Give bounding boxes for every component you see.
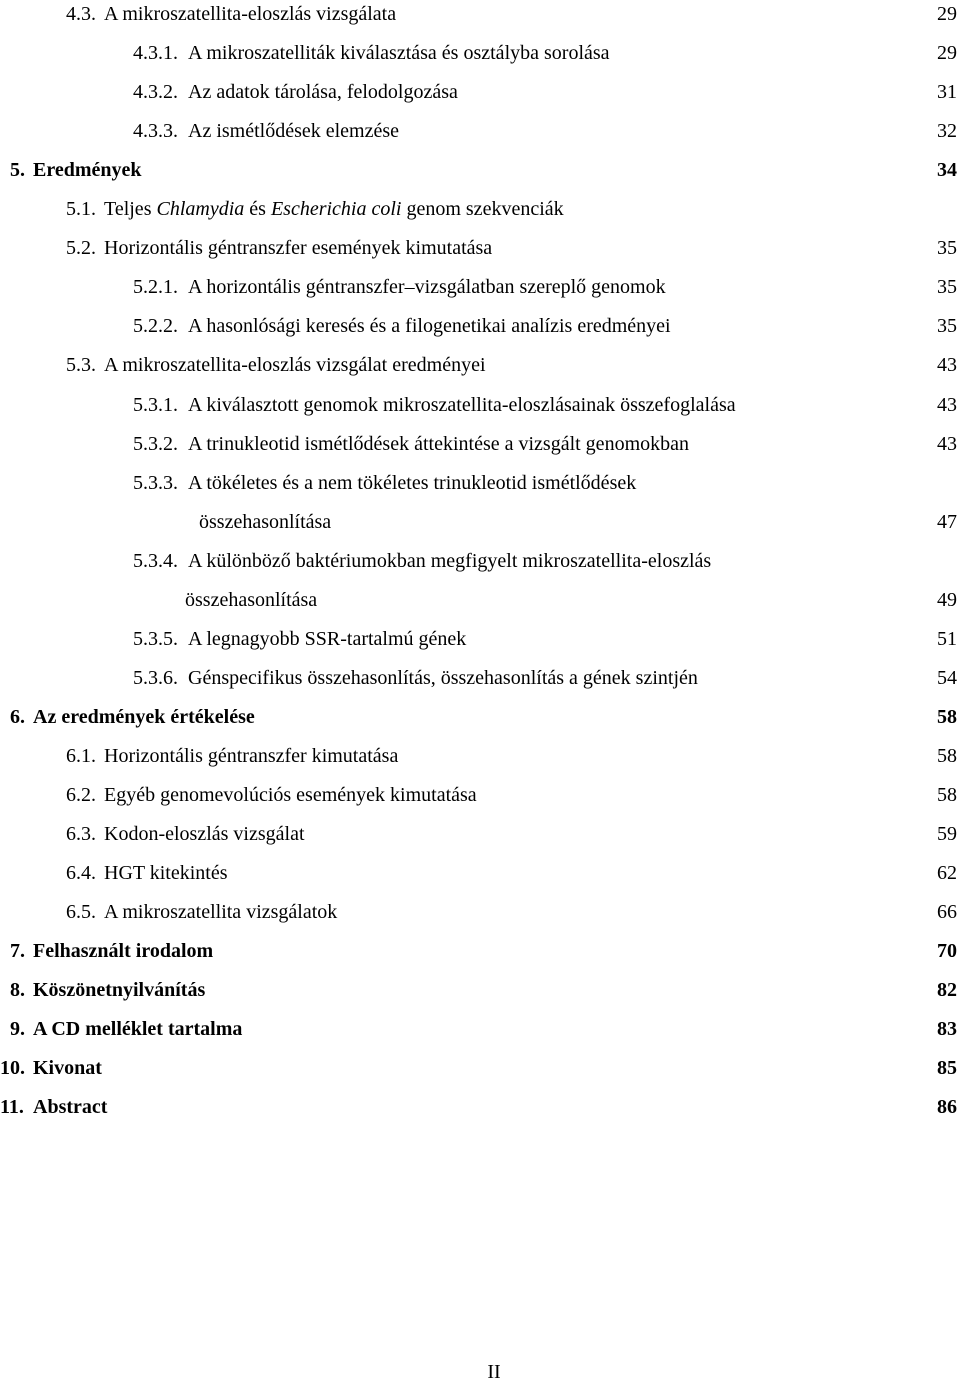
toc-entry-title: A CD melléklet tartalma (33, 1018, 243, 1041)
toc-entry-page-number: 51 (937, 627, 957, 650)
toc-entry-title: A mikroszatelliták kiválasztása és osztályba sorolása (188, 42, 610, 65)
toc-entry-number: 5. (10, 159, 25, 182)
toc-entry[interactable] (0, 976, 960, 1015)
toc-entry-number: 8. (10, 979, 25, 1002)
toc-entry[interactable] (0, 820, 960, 859)
toc-entry-number: 4.3. (66, 3, 96, 25)
toc-entry-page-number: 86 (937, 1096, 957, 1119)
toc-entry-title: Horizontális géntranszfer kimutatása (104, 744, 399, 767)
toc-entry[interactable] (0, 898, 960, 937)
toc-entry-number: 11. (0, 1096, 24, 1119)
toc-entry[interactable] (0, 781, 960, 820)
toc-entry-page-number: 58 (937, 784, 957, 806)
toc-entry[interactable] (0, 859, 960, 898)
toc-entry-number: 9. (10, 1018, 25, 1041)
toc-entry[interactable] (0, 351, 960, 390)
toc-entry-page-number: 66 (937, 901, 957, 924)
toc-entry-number: 5.1. (66, 198, 96, 221)
toc-entry-title-segment: Teljes (104, 198, 157, 221)
toc-entry-number: 4.3.1. (133, 42, 178, 65)
toc-entry-title: Génspecifikus összehasonlítás, összehasonlítás a gének szintjén (188, 666, 698, 689)
toc-entry-title: A kiválasztott genomok mikroszatellita-eloszlásainak összefoglalása (188, 393, 736, 416)
toc-entry-title: összehasonlítása (185, 588, 318, 611)
toc-entry-page-number: 58 (937, 705, 957, 728)
toc-entry-title: Kivonat (33, 1057, 102, 1080)
toc-entry[interactable] (0, 78, 960, 117)
toc-entry-page-number: 35 (937, 276, 957, 299)
toc-entry-title: Az adatok tárolása, felodolgozása (188, 81, 458, 104)
toc-entry-number: 5.3.6. (133, 666, 178, 689)
toc-entry[interactable] (0, 195, 960, 234)
toc-entry-number: 5.3.1. (133, 393, 178, 416)
toc-entry-number: 6.3. (66, 823, 96, 846)
toc-entry-title: Egyéb genomevolúciós események kimutatása (104, 784, 477, 806)
toc-entry-title: Eredmények (33, 159, 142, 182)
toc-entry-number: 5.3.5. (133, 627, 178, 650)
toc-entry-number: 6. (10, 705, 25, 728)
toc-entry[interactable] (0, 0, 960, 39)
toc-entry-title: A mikroszatellita-eloszlás vizsgálat eredményei (104, 354, 486, 377)
toc-entry-title: Az eredmények értékelése (33, 705, 255, 728)
toc-entry-title: A hasonlósági keresés és a filogenetikai analízis eredményei (188, 315, 671, 338)
toc-entry-number: 6.1. (66, 744, 96, 767)
toc-entry[interactable] (0, 547, 960, 586)
toc-entry-page-number: 82 (937, 979, 957, 1002)
toc-entry-number: 10. (0, 1057, 25, 1080)
toc-entry-page-number: 31 (937, 81, 957, 104)
toc-entry-title-segment: genom szekvenciák (401, 198, 564, 221)
page-number-footer: II (487, 1361, 501, 1383)
toc-entry-number: 5.3.3. (133, 471, 178, 494)
toc-entry-number: 5.2.2. (133, 315, 178, 338)
toc-entry[interactable] (0, 703, 960, 742)
toc-entry-page-number: 43 (937, 432, 957, 455)
toc-entry-page-number: 35 (937, 237, 957, 260)
toc-entry-number: 4.3.2. (133, 81, 178, 104)
toc-entry-number: 6.4. (66, 862, 96, 885)
toc-entry[interactable] (0, 1093, 960, 1132)
toc-entry-page-number: 59 (937, 823, 957, 846)
toc-entry-page-number: 29 (937, 42, 957, 65)
toc-entry-title: összehasonlítása (199, 510, 332, 533)
toc-entry-page-number: 29 (937, 3, 957, 25)
toc-entry[interactable] (0, 117, 960, 156)
toc-entry-title: Horizontális géntranszfer események kimutatása (104, 237, 493, 260)
toc-entry[interactable] (0, 273, 960, 312)
toc-entry-page-number: 43 (937, 393, 957, 416)
toc-entry-page-number: 47 (937, 510, 957, 533)
toc-entry[interactable] (0, 469, 960, 508)
toc-entry[interactable] (0, 664, 960, 703)
toc-entry[interactable] (0, 312, 960, 351)
toc-entry-page-number: 54 (937, 666, 957, 689)
toc-entry-number: 5.3.4. (133, 549, 178, 572)
toc-entry-title: Abstract (33, 1096, 108, 1119)
toc-entry-page-number: 58 (937, 744, 957, 767)
toc-entry[interactable] (0, 156, 960, 195)
toc-entry[interactable] (0, 625, 960, 664)
toc-entry-title-segment: Chlamydia (156, 198, 245, 221)
toc-entry-page-number: 85 (937, 1057, 957, 1080)
toc-entry-page-number: 83 (937, 1018, 957, 1041)
toc-entry-page-number: 49 (937, 588, 957, 611)
toc-entry[interactable] (0, 391, 960, 430)
toc-entry-title: A horizontális géntranszfer–vizsgálatban szereplő genomok (188, 276, 666, 299)
toc-entry-title: Az ismétlődések elemzése (188, 120, 400, 143)
toc-entry-number: 7. (10, 940, 25, 963)
toc-entry-number: 6.5. (66, 901, 96, 924)
toc-entry-title (104, 195, 564, 223)
toc-entry-number: 5.3. (66, 354, 96, 377)
toc-entry-title-segment: Escherichia coli (270, 198, 402, 221)
toc-entry-title: A legnagyobb SSR-tartalmú gének (188, 627, 467, 650)
toc-entry-number: 4.3.3. (133, 120, 178, 143)
toc-entry-title-segment: és (244, 198, 271, 221)
toc-entry-title: Köszönetnyilvánítás (33, 979, 206, 1002)
toc-entry-page-number: 34 (937, 159, 957, 182)
toc-entry-page-number: 43 (937, 354, 957, 377)
toc-entry-title: A különböző baktériumokban megfigyelt mikroszatellita-eloszlás (188, 549, 712, 572)
toc-entry-page-number: 70 (937, 940, 957, 963)
toc-entry-title: HGT kitekintés (104, 862, 228, 885)
toc-entry[interactable] (0, 742, 960, 781)
toc-entry-title: A mikroszatellita vizsgálatok (104, 901, 338, 924)
toc-entry-title: Kodon-eloszlás vizsgálat (104, 823, 305, 846)
toc-entry-number: 5.2.1. (133, 276, 178, 299)
toc-entry-number: 5.2. (66, 237, 96, 260)
toc-entry-title: A tökéletes és a nem tökéletes trinukleotid ismétlődések (188, 471, 637, 494)
toc-entry[interactable] (0, 1015, 960, 1054)
toc-entry-number: 5.3.2. (133, 432, 178, 455)
toc-entry-page-number: 32 (937, 120, 957, 143)
toc-entry[interactable] (0, 1054, 960, 1093)
toc-entry[interactable] (0, 586, 960, 625)
toc-entry-title: A trinukleotid ismétlődések áttekintése a vizsgált genomokban (188, 432, 689, 455)
toc-entry-page-number: 62 (937, 862, 957, 885)
toc-entry[interactable] (0, 430, 960, 469)
toc-entry-page-number: 35 (937, 315, 957, 338)
toc-entry[interactable] (0, 39, 960, 78)
toc-entry[interactable] (0, 234, 960, 273)
toc-entry[interactable] (0, 937, 960, 976)
toc-entry[interactable] (0, 508, 960, 547)
toc-entry-title: Felhasznált irodalom (33, 940, 214, 963)
toc-entry-number: 6.2. (66, 784, 96, 806)
toc-entry-title: A mikroszatellita-eloszlás vizsgálata (104, 3, 397, 25)
